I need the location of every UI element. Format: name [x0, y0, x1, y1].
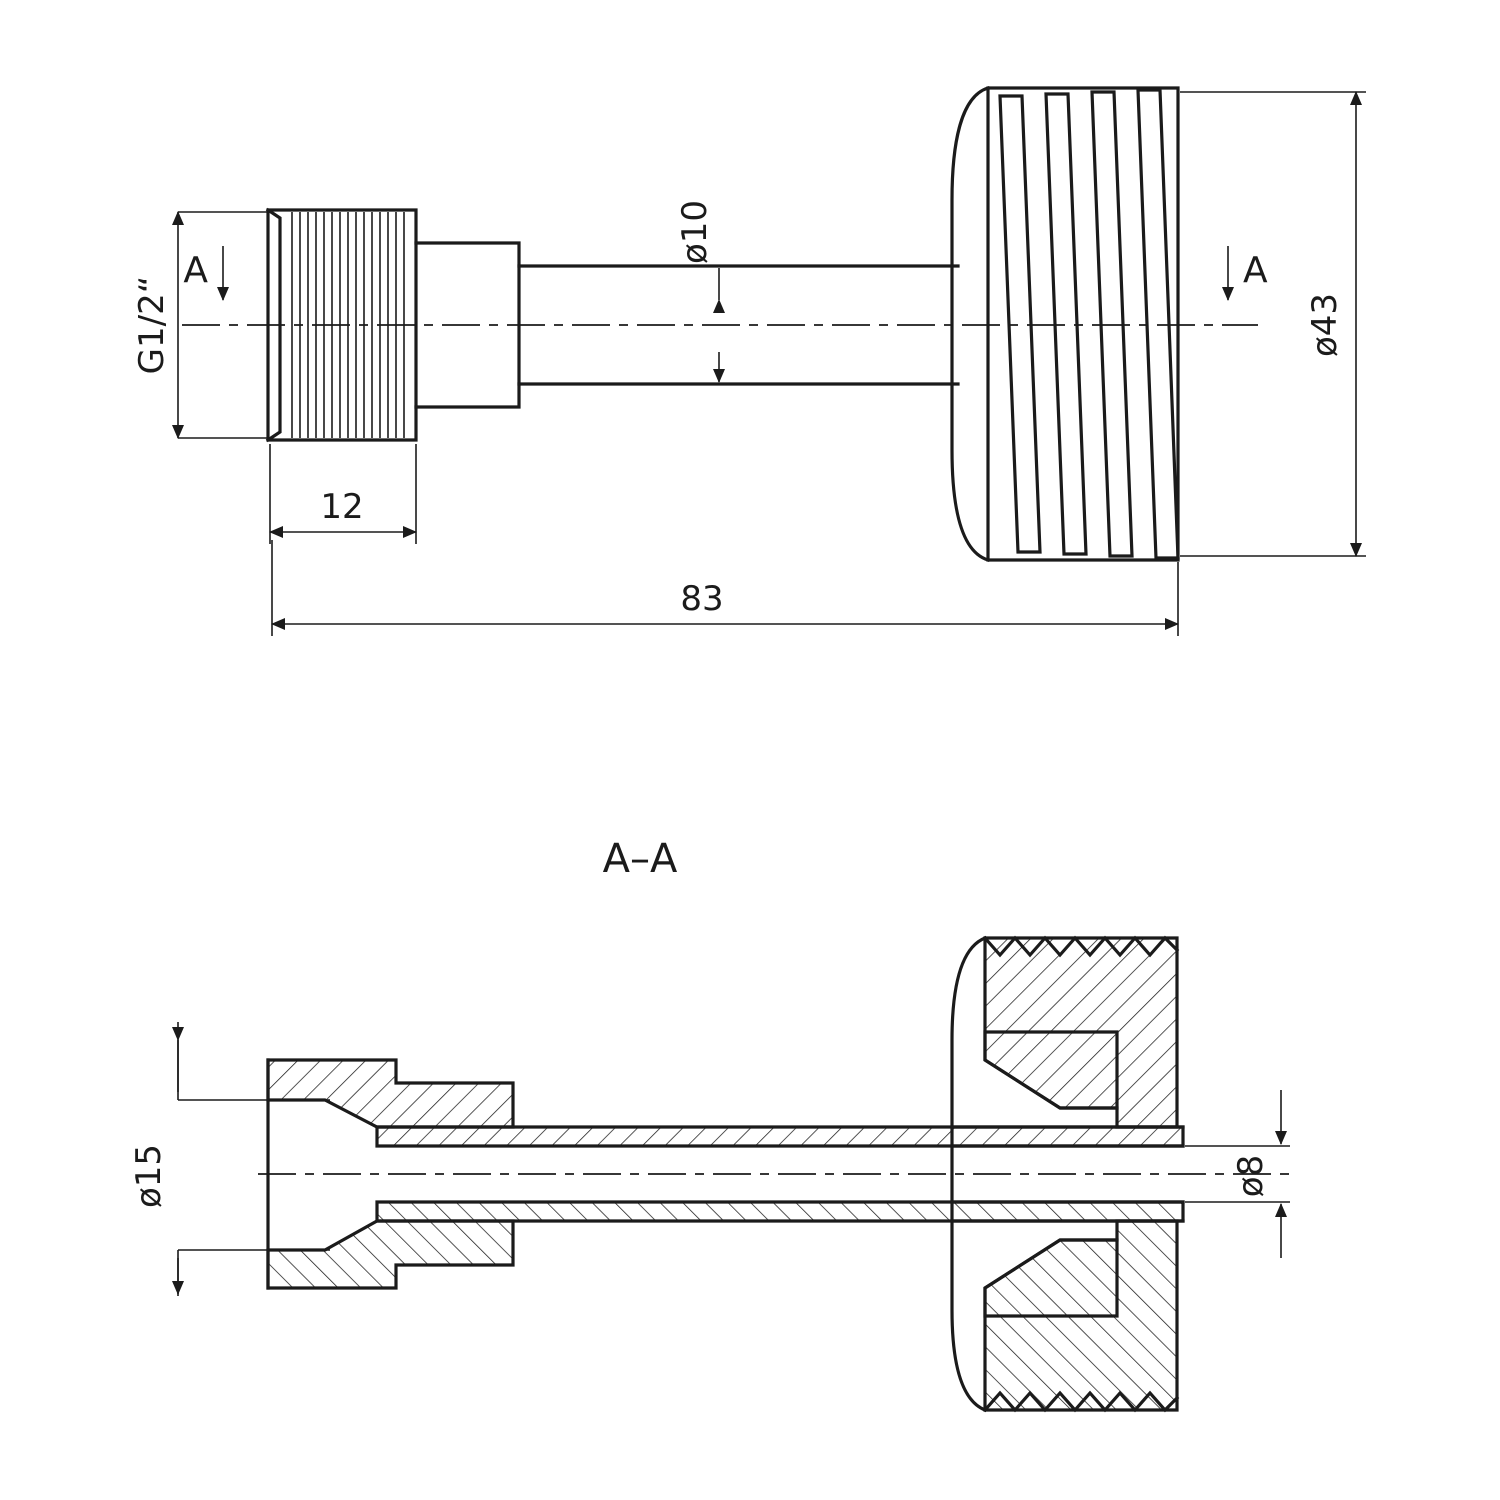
dimension-hex-len	[270, 444, 416, 544]
nut-lower-hatch	[268, 1221, 513, 1288]
dimension-seat-dia-label: ø15	[129, 1143, 169, 1209]
dimension-inner-bore-dia-label: ø8	[1231, 1154, 1271, 1198]
dimension-thread-label: G1/2“	[132, 275, 172, 375]
nut-upper-hatch	[268, 1060, 513, 1127]
dimension-hex-len-label: 12	[320, 487, 364, 527]
finned-body	[952, 88, 1178, 560]
section-callout-left	[183, 246, 223, 300]
dimension-overall-len-label: 83	[680, 579, 724, 619]
section-callout-left-label: A	[183, 250, 208, 291]
dimension-bore-dia	[675, 200, 719, 382]
section-title: A–A	[602, 836, 678, 882]
tube-upper-wall	[377, 1127, 1183, 1146]
section-callout-right-label: A	[1243, 250, 1268, 291]
elevation-view	[132, 88, 1366, 636]
section-callout-right	[1228, 246, 1268, 300]
tube-lower-wall	[377, 1202, 1183, 1221]
dimension-bore-dia-label: ø10	[675, 199, 715, 265]
dimension-overall-len	[272, 540, 1178, 636]
section-view-a-a	[129, 938, 1290, 1410]
dimension-flange-dia-label: ø43	[1305, 292, 1345, 358]
dimension-flange-dia	[1180, 92, 1366, 556]
